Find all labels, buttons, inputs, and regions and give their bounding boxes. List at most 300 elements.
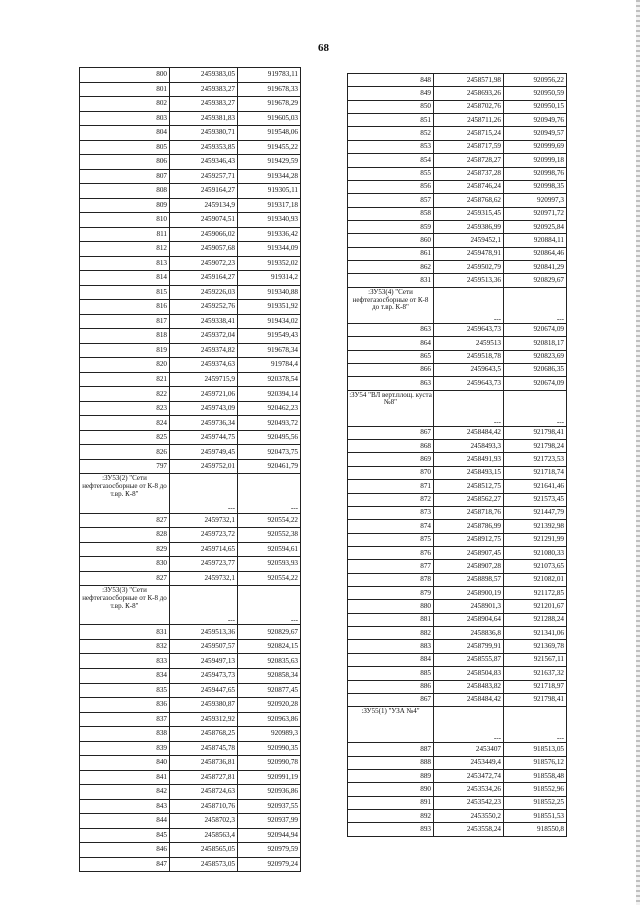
table-row [348,87,567,100]
table-row [348,743,567,756]
x-coordinate-cell: 2458715,24 [434,127,504,140]
point-number-cell: 821 [80,372,170,387]
y-coordinate-cell: 920473,75 [238,445,301,460]
y-coordinate-cell: --- [504,707,567,743]
table-row [80,111,301,126]
y-coordinate-cell: 921573,45 [504,493,567,506]
y-coordinate-cell: 919605,03 [238,111,301,126]
point-number-cell: 855 [348,167,434,180]
x-coordinate-cell: 2453558,24 [434,823,504,836]
x-coordinate-cell: 2453534,26 [434,783,504,796]
point-number-cell: 807 [80,169,170,184]
x-coordinate-cell: 2459507,57 [170,639,238,654]
table-row [80,857,301,872]
y-coordinate-cell: 921718,97 [504,680,567,693]
point-number-cell: 813 [80,256,170,271]
x-coordinate-cell: 2458483,82 [434,680,504,693]
table-row [348,337,567,350]
x-coordinate-cell: 2459057,68 [170,242,238,257]
table-row [348,167,567,180]
x-coordinate-cell: 2458484,42 [434,426,504,439]
point-number-cell: 862 [348,261,434,274]
x-coordinate-cell: 2459380,87 [170,698,238,713]
table-row [348,796,567,809]
table-row [80,756,301,771]
y-coordinate-cell: 918550,8 [504,823,567,836]
y-coordinate-cell: 919352,02 [238,256,301,271]
x-coordinate-cell: 2453550,2 [434,810,504,823]
table-row [348,756,567,769]
x-coordinate-cell: 2459312,92 [170,712,238,727]
table-row [80,401,301,416]
y-coordinate-cell: 919678,34 [238,343,301,358]
y-coordinate-cell: 920877,45 [238,683,301,698]
x-coordinate-cell: 2458799,91 [434,640,504,653]
y-coordinate-cell: 920841,29 [504,261,567,274]
section-row [80,474,301,513]
x-coordinate-cell: 2459381,83 [170,111,238,126]
table-row [80,213,301,228]
x-coordinate-cell: 2459374,82 [170,343,238,358]
x-coordinate-cell: 2459478,91 [434,247,504,260]
x-coordinate-cell: 2458718,76 [434,506,504,519]
x-coordinate-cell: 2458724,63 [170,785,238,800]
table-row [80,770,301,785]
x-coordinate-cell: --- [434,287,504,323]
y-coordinate-cell: 921369,78 [504,640,567,653]
x-coordinate-cell: 2459226,03 [170,285,238,300]
point-number-cell: 812 [80,242,170,257]
y-coordinate-cell: 920818,17 [504,337,567,350]
x-coordinate-cell: 2459715,9 [170,372,238,387]
table-row [348,127,567,140]
point-number-cell: 873 [348,506,434,519]
table-row [348,377,567,390]
point-number-cell: 845 [80,828,170,843]
x-coordinate-cell: 2459447,65 [170,683,238,698]
point-number-cell: 882 [348,627,434,640]
point-number-cell: 831 [80,625,170,640]
table-row [348,627,567,640]
point-number-cell: 868 [348,440,434,453]
point-number-cell: 870 [348,466,434,479]
y-coordinate-cell: 920998,35 [504,180,567,193]
point-number-cell: 805 [80,140,170,155]
y-coordinate-cell: 920949,76 [504,114,567,127]
table-row [348,653,567,666]
table-row [80,625,301,640]
point-number-cell: 840 [80,756,170,771]
table-row [80,528,301,543]
table-row [80,97,301,112]
point-number-cell: 810 [80,213,170,228]
y-coordinate-cell: 919455,22 [238,140,301,155]
point-number-cell: 834 [80,669,170,684]
table-row [348,440,567,453]
x-coordinate-cell: 2458493,3 [434,440,504,453]
x-coordinate-cell: 2459513,36 [170,625,238,640]
y-coordinate-cell: 921080,33 [504,546,567,559]
point-number-cell: 827 [80,571,170,586]
point-number-cell: 843 [80,799,170,814]
table-row [348,100,567,113]
table-row [80,314,301,329]
y-coordinate-cell: 920950,59 [504,87,567,100]
x-coordinate-cell: --- [170,586,238,625]
y-coordinate-cell: 920990,35 [238,741,301,756]
x-coordinate-cell: 2459074,51 [170,213,238,228]
y-coordinate-cell: 919344,09 [238,242,301,257]
point-number-cell: 822 [80,387,170,402]
table-row [80,416,301,431]
y-coordinate-cell: 920829,67 [238,625,301,640]
table-row [348,261,567,274]
point-number-cell: 853 [348,140,434,153]
point-number-cell: 849 [348,87,434,100]
point-number-cell: 869 [348,453,434,466]
x-coordinate-cell: 2458565,05 [170,843,238,858]
table-row [348,480,567,493]
section-title-cell: :ЗУ53(3) "Сети нефтегазосборные от К-8 до т.вр. К-8" [80,586,170,625]
y-coordinate-cell: 919783,11 [238,68,301,83]
x-coordinate-cell: 2458898,57 [434,573,504,586]
y-coordinate-cell: 918513,05 [504,743,567,756]
table-row [80,256,301,271]
point-number-cell: 844 [80,814,170,829]
y-coordinate-cell: 920835,63 [238,654,301,669]
table-row [348,587,567,600]
x-coordinate-cell: 2458555,87 [434,653,504,666]
point-number-cell: 801 [80,82,170,97]
point-number-cell: 872 [348,493,434,506]
table-row [80,557,301,572]
scan-edge [636,0,640,905]
table-row [80,184,301,199]
point-number-cell: 809 [80,198,170,213]
x-coordinate-cell: 2459513 [434,337,504,350]
table-row [348,640,567,653]
point-number-cell: 806 [80,155,170,170]
point-number-cell: 824 [80,416,170,431]
point-number-cell: 839 [80,741,170,756]
section-title-cell: :ЗУ53(4) "Сети нефтегазосборные от К-8 до т.вр. К-8" [348,287,434,323]
section-title-cell: :ЗУ53(2) "Сети нефтегазосборные от К-8 до т.вр. К-8" [80,474,170,513]
point-number-cell: 893 [348,823,434,836]
x-coordinate-cell: 2458491,93 [434,453,504,466]
y-coordinate-cell: 920824,15 [238,639,301,654]
table-row [348,323,567,336]
x-coordinate-cell: 2459518,78 [434,350,504,363]
point-number-cell: 883 [348,640,434,653]
point-number-cell: 829 [80,542,170,557]
point-number-cell: 819 [80,343,170,358]
x-coordinate-cell: 2458562,27 [434,493,504,506]
table-row [80,329,301,344]
y-coordinate-cell: 920963,86 [238,712,301,727]
y-coordinate-cell: 919344,28 [238,169,301,184]
y-coordinate-cell: 919340,93 [238,213,301,228]
x-coordinate-cell: 2459723,72 [170,528,238,543]
y-coordinate-cell: 920937,99 [238,814,301,829]
point-number-cell: 861 [348,247,434,260]
table-row [348,426,567,439]
x-coordinate-cell: 2458746,24 [434,180,504,193]
y-coordinate-cell: 921798,41 [504,426,567,439]
point-number-cell: 881 [348,613,434,626]
x-coordinate-cell: 2459736,34 [170,416,238,431]
y-coordinate-cell: 920999,18 [504,154,567,167]
y-coordinate-cell: 920378,54 [238,372,301,387]
point-number-cell: 852 [348,127,434,140]
table-row [348,453,567,466]
y-coordinate-cell: 920990,78 [238,756,301,771]
y-coordinate-cell: 920979,59 [238,843,301,858]
table-row [80,683,301,698]
y-coordinate-cell: 921798,24 [504,440,567,453]
y-coordinate-cell: 921291,99 [504,533,567,546]
point-number-cell: 815 [80,285,170,300]
table-row [80,785,301,800]
y-coordinate-cell: 919434,02 [238,314,301,329]
y-coordinate-cell: 918552,96 [504,783,567,796]
x-coordinate-cell: --- [170,474,238,513]
table-row [348,680,567,693]
point-number-cell: 857 [348,194,434,207]
table-row [348,560,567,573]
coordinates-table-left [79,67,301,872]
x-coordinate-cell: 2459346,43 [170,155,238,170]
y-coordinate-cell: 920971,72 [504,207,567,220]
x-coordinate-cell: 2459721,06 [170,387,238,402]
x-coordinate-cell: 2459383,27 [170,82,238,97]
y-coordinate-cell: 919336,42 [238,227,301,242]
x-coordinate-cell: 2453407 [434,743,504,756]
x-coordinate-cell: 2458736,81 [170,756,238,771]
point-number-cell: 835 [80,683,170,698]
coordinates-table-right-body [348,74,567,837]
table-row [80,242,301,257]
y-coordinate-cell: --- [504,287,567,323]
y-coordinate-cell: 920823,69 [504,350,567,363]
table-row [348,810,567,823]
y-coordinate-cell: 920829,67 [504,274,567,287]
section-title-cell: :ЗУ55(1) "УЗА №4" [348,707,434,743]
point-number-cell: 860 [348,234,434,247]
point-number-cell: 848 [348,74,434,87]
point-number-cell: 836 [80,698,170,713]
point-number-cell: 814 [80,271,170,286]
y-coordinate-cell: 919351,92 [238,300,301,315]
table-row [80,814,301,829]
table-row [348,140,567,153]
x-coordinate-cell: 2458493,15 [434,466,504,479]
section-row [348,707,567,743]
point-number-cell: 828 [80,528,170,543]
table-row [80,639,301,654]
point-number-cell: 846 [80,843,170,858]
x-coordinate-cell: 2458912,75 [434,533,504,546]
y-coordinate-cell: 920462,23 [238,401,301,416]
x-coordinate-cell: 2459066,02 [170,227,238,242]
x-coordinate-cell: 2458768,25 [170,727,238,742]
point-number-cell: 832 [80,639,170,654]
table-row [80,430,301,445]
x-coordinate-cell: 2458900,19 [434,587,504,600]
x-coordinate-cell: 2459315,45 [434,207,504,220]
point-number-cell: 803 [80,111,170,126]
y-coordinate-cell: 920936,86 [238,785,301,800]
point-number-cell: 817 [80,314,170,329]
table-row [80,698,301,713]
y-coordinate-cell: 920991,19 [238,770,301,785]
y-coordinate-cell: 918551,53 [504,810,567,823]
table-row [348,770,567,783]
table-row [80,843,301,858]
point-number-cell: 854 [348,154,434,167]
point-number-cell: 800 [80,68,170,83]
x-coordinate-cell: 2458711,26 [434,114,504,127]
table-row [80,828,301,843]
y-coordinate-cell: 920461,79 [238,459,301,474]
y-coordinate-cell: 920495,56 [238,430,301,445]
point-number-cell: 884 [348,653,434,666]
table-row [348,600,567,613]
y-coordinate-cell: 920493,72 [238,416,301,431]
x-coordinate-cell: 2459452,1 [434,234,504,247]
y-coordinate-cell: 920944,94 [238,828,301,843]
y-coordinate-cell: 920884,11 [504,234,567,247]
y-coordinate-cell: 921082,01 [504,573,567,586]
y-coordinate-cell: 920674,09 [504,323,567,336]
table-row [80,126,301,141]
x-coordinate-cell: 2453542,23 [434,796,504,809]
y-coordinate-cell: 919548,06 [238,126,301,141]
x-coordinate-cell: 2458512,75 [434,480,504,493]
point-number-cell: 808 [80,184,170,199]
x-coordinate-cell: 2458710,76 [170,799,238,814]
point-number-cell: 864 [348,337,434,350]
y-coordinate-cell: --- [504,390,567,426]
table-row [80,727,301,742]
table-row [348,363,567,376]
y-coordinate-cell: 920956,22 [504,74,567,87]
y-coordinate-cell: 919314,2 [238,271,301,286]
point-number-cell: 891 [348,796,434,809]
y-coordinate-cell: --- [238,586,301,625]
point-number-cell: 858 [348,207,434,220]
y-coordinate-cell: 920552,38 [238,528,301,543]
table-row [80,285,301,300]
y-coordinate-cell: 918558,48 [504,770,567,783]
y-coordinate-cell: 920937,55 [238,799,301,814]
table-row [80,513,301,528]
y-coordinate-cell: 921392,98 [504,520,567,533]
y-coordinate-cell: 920998,76 [504,167,567,180]
x-coordinate-cell: 2458504,83 [434,667,504,680]
section-row [348,287,567,323]
y-coordinate-cell: 920989,3 [238,727,301,742]
x-coordinate-cell: 2459643,73 [434,323,504,336]
y-coordinate-cell: 921201,67 [504,600,567,613]
x-coordinate-cell: 2459380,71 [170,126,238,141]
y-coordinate-cell: --- [238,474,301,513]
x-coordinate-cell: 2459252,76 [170,300,238,315]
x-coordinate-cell: --- [434,707,504,743]
table-row [348,234,567,247]
x-coordinate-cell: 2459338,41 [170,314,238,329]
coordinates-table-right [347,73,567,837]
table-row [80,654,301,669]
point-number-cell: 837 [80,712,170,727]
point-number-cell: 818 [80,329,170,344]
x-coordinate-cell: 2459643,5 [434,363,504,376]
x-coordinate-cell: 2453449,4 [434,756,504,769]
y-coordinate-cell: 920686,35 [504,363,567,376]
y-coordinate-cell: 920554,22 [238,513,301,528]
coordinates-table-left-body [80,68,301,872]
point-number-cell: 871 [348,480,434,493]
y-coordinate-cell: 919549,43 [238,329,301,344]
point-number-cell: 859 [348,220,434,233]
point-number-cell: 825 [80,430,170,445]
y-coordinate-cell: 920920,28 [238,698,301,713]
x-coordinate-cell: 2459732,1 [170,513,238,528]
table-row [348,114,567,127]
y-coordinate-cell: 920999,69 [504,140,567,153]
point-number-cell: 863 [348,377,434,390]
table-row [348,667,567,680]
table-row [80,741,301,756]
table-row [80,669,301,684]
x-coordinate-cell: 2459372,04 [170,329,238,344]
table-row [348,350,567,363]
y-coordinate-cell: 921798,41 [504,693,567,706]
table-row [348,74,567,87]
x-coordinate-cell: 2459134,9 [170,198,238,213]
y-coordinate-cell: 920949,57 [504,127,567,140]
y-coordinate-cell: 918576,12 [504,756,567,769]
table-row [348,546,567,559]
x-coordinate-cell: 2459744,75 [170,430,238,445]
point-number-cell: 823 [80,401,170,416]
point-number-cell: 856 [348,180,434,193]
x-coordinate-cell: 2459497,13 [170,654,238,669]
section-title-cell: :ЗУ54 "ВЛ верт.площ. куста №8" [348,390,434,426]
point-number-cell: 850 [348,100,434,113]
y-coordinate-cell: 920554,22 [238,571,301,586]
y-coordinate-cell: 919317,18 [238,198,301,213]
x-coordinate-cell: 2459383,27 [170,97,238,112]
point-number-cell: 890 [348,783,434,796]
table-row [80,445,301,460]
y-coordinate-cell: 921718,74 [504,466,567,479]
table-row [80,140,301,155]
point-number-cell: 830 [80,557,170,572]
page-number: 68 [318,42,329,54]
point-number-cell: 816 [80,300,170,315]
point-number-cell: 842 [80,785,170,800]
point-number-cell: 847 [80,857,170,872]
y-coordinate-cell: 920593,93 [238,557,301,572]
y-coordinate-cell: 919305,11 [238,184,301,199]
point-number-cell: 827 [80,513,170,528]
point-number-cell: 879 [348,587,434,600]
y-coordinate-cell: 919678,33 [238,82,301,97]
x-coordinate-cell: 2458901,3 [434,600,504,613]
point-number-cell: 892 [348,810,434,823]
table-row [348,220,567,233]
point-number-cell: 811 [80,227,170,242]
